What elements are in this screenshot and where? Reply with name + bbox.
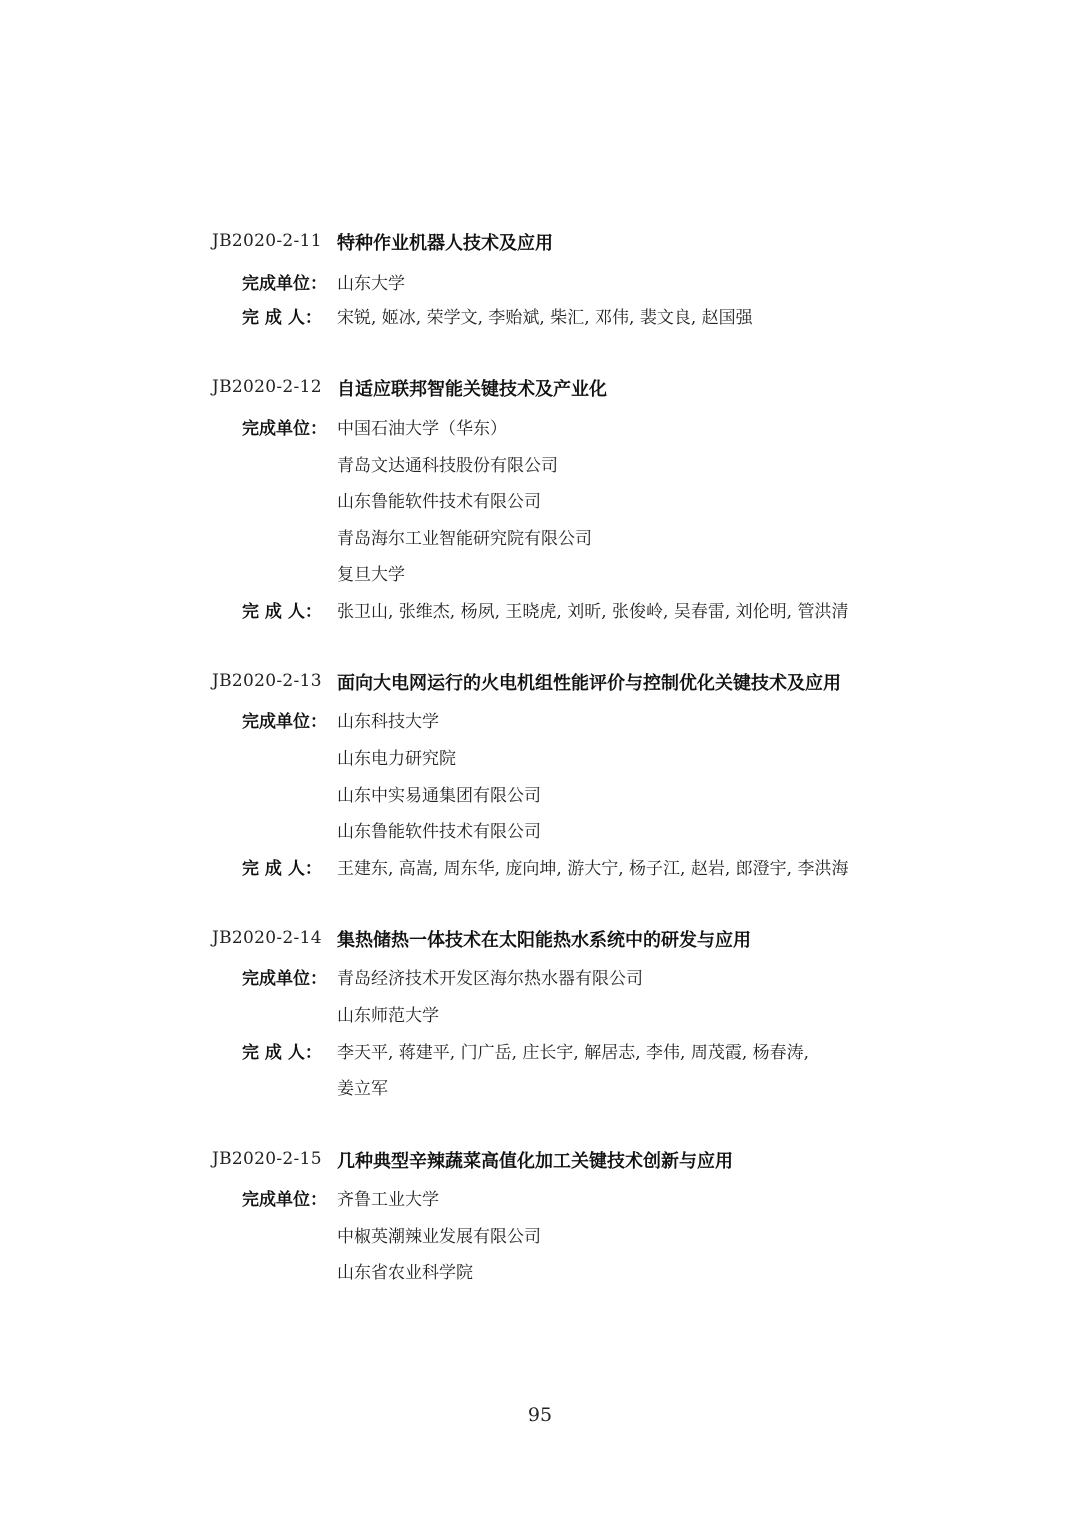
unit-name: 山东科技大学 [337,712,439,732]
unit-name: 齐鲁工业大学 [337,1190,439,1210]
unit-name: 山东大学 [337,274,405,294]
unit-name: 山东省农业科学院 [337,1263,473,1283]
people-label: 完 成 人： [242,1043,322,1063]
unit-name: 中椒英潮辣业发展有限公司 [337,1227,541,1247]
unit-name: 山东鲁能软件技术有限公司 [337,492,541,512]
units-label: 完成单位： [242,712,327,732]
units-label: 完成单位： [242,274,327,294]
entry-title: 几种典型辛辣蔬菜高值化加工关键技术创新与应用 [337,1151,733,1172]
people-label: 完 成 人： [242,602,322,622]
people-list: 王建东, 高嵩, 周东华, 庞向坤, 游大宁, 杨子江, 赵岩, 郎澄宇, 李洪海 [337,859,849,879]
people-list: 李天平, 蒋建平, 门广岳, 庄长宇, 解居志, 李伟, 周茂霞, 杨春涛, [337,1043,810,1063]
unit-name: 山东中实易通集团有限公司 [337,786,541,806]
people-list-continued: 姜立军 [337,1079,388,1099]
units-label: 完成单位： [242,419,327,439]
entry-code: JB2020-2-12 [212,377,322,397]
entry-code: JB2020-2-11 [212,231,322,251]
people-label: 完 成 人： [242,859,322,879]
unit-name: 山东鲁能软件技术有限公司 [337,822,541,842]
unit-name: 青岛海尔工业智能研究院有限公司 [337,529,592,549]
entry-title: 自适应联邦智能关键技术及产业化 [337,379,607,400]
people-list: 宋锐, 姬冰, 荣学文, 李贻斌, 柴汇, 邓伟, 裴文良, 赵国强 [337,308,753,328]
entry-code: JB2020-2-13 [212,671,322,691]
unit-name: 复旦大学 [337,565,405,585]
entry-code: JB2020-2-14 [212,928,322,948]
entry-title: 特种作业机器人技术及应用 [337,233,553,254]
units-label: 完成单位： [242,969,327,989]
entry-title: 集热储热一体技术在太阳能热水系统中的研发与应用 [337,930,751,951]
entry-title: 面向大电网运行的火电机组性能评价与控制优化关键技术及应用 [337,673,841,694]
entry-code: JB2020-2-15 [212,1149,322,1169]
unit-name: 山东电力研究院 [337,749,456,769]
unit-name: 山东师范大学 [337,1006,439,1026]
people-label: 完 成 人： [242,308,322,328]
units-label: 完成单位： [242,1190,327,1210]
unit-name: 青岛经济技术开发区海尔热水器有限公司 [337,969,643,989]
page-number: 95 [527,1404,553,1426]
unit-name: 青岛文达通科技股份有限公司 [337,456,558,476]
unit-name: 中国石油大学（华东） [337,419,507,439]
people-list: 张卫山, 张维杰, 杨夙, 王晓虎, 刘昕, 张俊岭, 吴春雷, 刘伦明, 管洪清 [337,602,849,622]
